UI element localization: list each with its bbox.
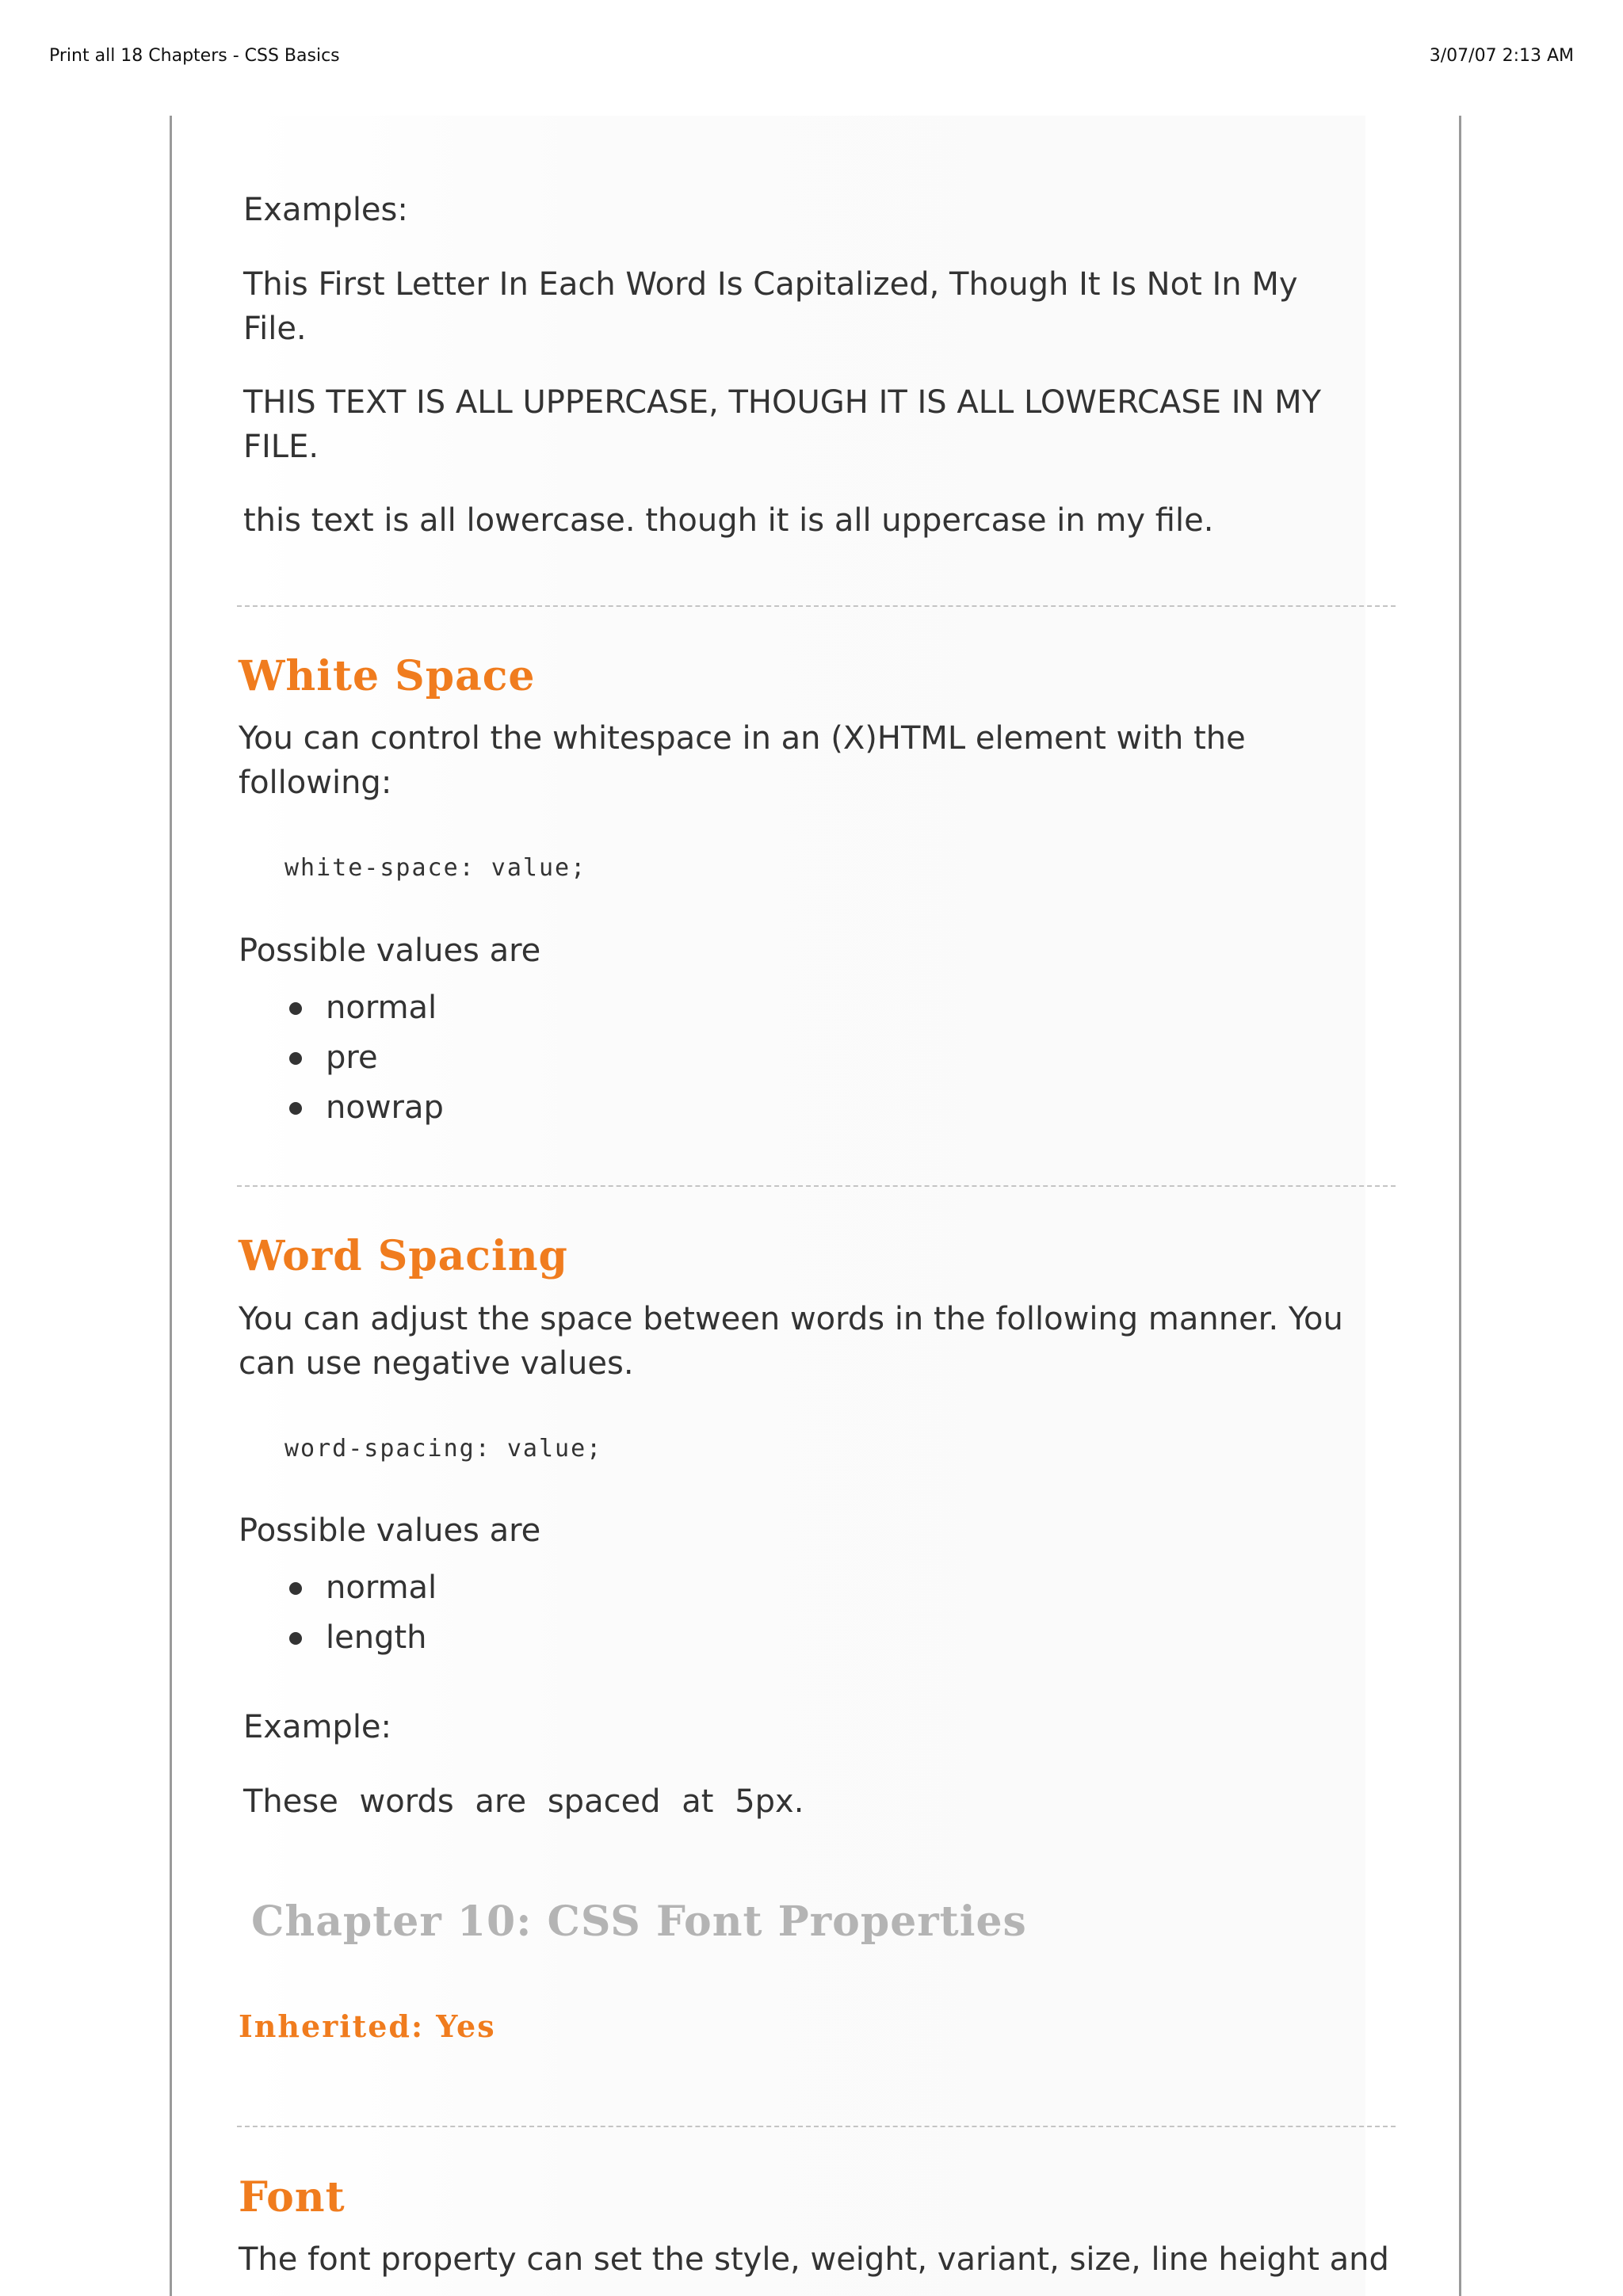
bullet-icon xyxy=(289,1002,302,1015)
example-lowercase: this text is all lowercase. though it is all uppercase in my file. xyxy=(243,502,1214,539)
word-spacing-values-list xyxy=(239,1563,437,1663)
white-space-heading: White Space xyxy=(239,652,536,700)
word-spacing-heading: Word Spacing xyxy=(239,1232,568,1280)
list-item: normal xyxy=(239,1563,437,1613)
word-spacing-example-label: Example: xyxy=(243,1709,392,1745)
list-item: nowrap xyxy=(239,1083,444,1133)
examples-label: Examples: xyxy=(243,192,408,228)
inherited-label: Inherited: Yes xyxy=(239,2008,496,2044)
page-frame xyxy=(170,116,1461,2296)
section-divider xyxy=(237,1185,1396,1187)
section-divider xyxy=(237,605,1396,607)
bullet-icon xyxy=(289,1052,302,1065)
print-header xyxy=(49,46,1574,71)
bullet-icon xyxy=(289,1632,302,1645)
example-uppercase: THIS TEXT IS ALL UPPERCASE, THOUGH IT IS ALL LOWERCASE IN MY FILE. xyxy=(243,384,1322,465)
print-header-timestamp: 3/07/07 2:13 AM xyxy=(1429,46,1574,66)
bullet-icon xyxy=(289,1102,302,1115)
word-spacing-code: word-spacing: value; xyxy=(285,1435,603,1463)
chapter-title: Chapter 10: CSS Font Properties xyxy=(251,1897,1027,1946)
white-space-intro: You can control the whitespace in an (X)HTML element with the following: xyxy=(239,720,1246,801)
list-item: normal xyxy=(239,983,444,1033)
word-spacing-intro: You can adjust the space between words in the following manner. You can use negative values. xyxy=(239,1301,1343,1382)
word-spacing-example-text: These words are spaced at 5px. xyxy=(243,1783,804,1820)
section-divider xyxy=(237,2126,1396,2127)
print-header-title: Print all 18 Chapters - CSS Basics xyxy=(49,46,340,66)
font-heading: Font xyxy=(239,2173,346,2222)
white-space-values-label: Possible values are xyxy=(239,933,541,969)
example-capitalize: This First Letter In Each Word Is Capitalized, Though It Is Not In My File. xyxy=(243,266,1298,347)
white-space-code: white-space: value; xyxy=(285,854,587,882)
bullet-icon xyxy=(289,1582,302,1595)
white-space-values-list xyxy=(239,983,444,1133)
list-item: length xyxy=(239,1613,437,1663)
list-item: pre xyxy=(239,1033,444,1083)
font-intro: The font property can set the style, weight, variant, size, line height and xyxy=(239,2241,1389,2278)
word-spacing-values-label: Possible values are xyxy=(239,1512,541,1549)
